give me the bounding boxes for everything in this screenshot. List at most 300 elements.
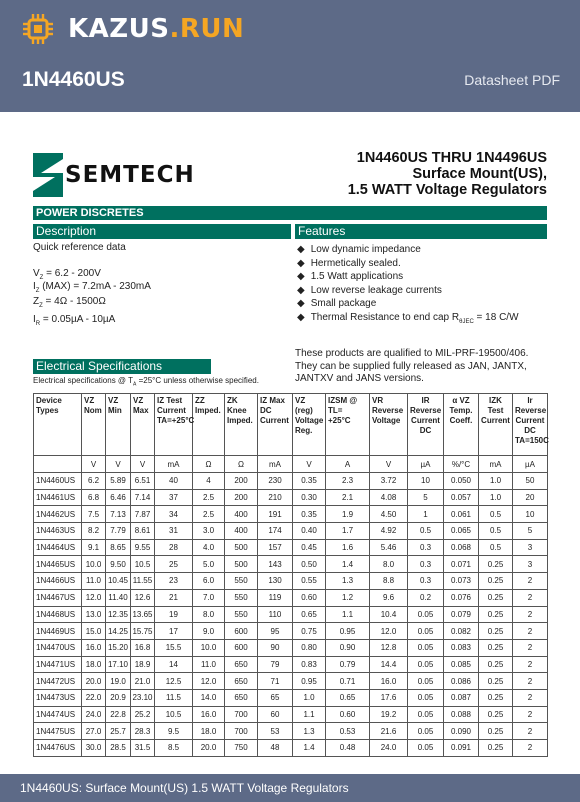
table-row (34, 639, 548, 656)
table-cell: 0.95 (326, 623, 370, 640)
table-cell: 3.72 (370, 473, 408, 490)
table-cell: 500 (225, 539, 258, 556)
table-cell: 2.1 (326, 489, 370, 506)
table-cell: 0.30 (293, 489, 326, 506)
table-cell: 0.3 (408, 556, 444, 573)
column-header: IZSM @ TL= +25°C (326, 394, 370, 456)
table-cell: 31 (155, 523, 193, 540)
table-header-row (34, 394, 548, 456)
table-cell: 2 (513, 656, 548, 673)
table-cell: %/°C (444, 456, 479, 473)
table-row (34, 656, 548, 673)
table-cell: 16.0 (82, 639, 106, 656)
table-cell: 28 (155, 539, 193, 556)
brand-dot: . (169, 14, 180, 44)
table-cell: 14 (155, 656, 193, 673)
table-cell: 53 (258, 723, 293, 740)
table-cell: 50 (513, 473, 548, 490)
column-header: ZK Knee Imped. (225, 394, 258, 456)
table-cell: 15.5 (155, 639, 193, 656)
table-cell: 16.0 (193, 706, 225, 723)
table-cell: 0.35 (293, 506, 326, 523)
table-cell: 0.79 (326, 656, 370, 673)
table-cell: 2 (513, 740, 548, 757)
table-cell: 1.1 (326, 606, 370, 623)
table-cell: 9.0 (193, 623, 225, 640)
table-cell: 3.0 (193, 523, 225, 540)
table-cell: 1N4475US (34, 723, 82, 740)
column-header: VR Reverse Voltage (370, 394, 408, 456)
table-cell: 5 (408, 489, 444, 506)
table-cell: 0.05 (408, 723, 444, 740)
table-cell: 14.25 (106, 623, 131, 640)
table-cell: 1.2 (326, 589, 370, 606)
electrical-specs-note: Electrical specifications @ $T_A =25^\circ C$ unless otherwise specified. (33, 376, 259, 388)
table-cell: 0.40 (293, 523, 326, 540)
table-cell: 11.40 (106, 589, 131, 606)
table-cell: 22.8 (106, 706, 131, 723)
table-cell: 3 (513, 539, 548, 556)
table-row (34, 506, 548, 523)
table-cell: 12.8 (370, 639, 408, 656)
table-cell: 0.25 (479, 740, 513, 757)
table-cell: 6.0 (193, 573, 225, 590)
table-cell: 1.9 (326, 506, 370, 523)
table-cell: 0.3 (408, 573, 444, 590)
table-cell: 12.0 (82, 589, 106, 606)
brand-main: KAZUS (68, 14, 170, 44)
table-row (34, 723, 548, 740)
table-cell: 10.0 (82, 556, 106, 573)
electrical-specs-heading: Electrical Specifications (33, 359, 211, 374)
chip-icon (22, 13, 54, 45)
table-cell: A (326, 456, 370, 473)
table-cell: 10.0 (193, 639, 225, 656)
column-header: IZK Test Current (479, 394, 513, 456)
table-cell: 1N4462US (34, 506, 82, 523)
spec-ir: $I_R = 0.05\mu A - 10\mu A$ (33, 314, 116, 327)
column-header: α VZ Temp. Coeff. (444, 394, 479, 456)
table-cell: 130 (258, 573, 293, 590)
table-cell: 2 (513, 723, 548, 740)
table-cell: 550 (225, 589, 258, 606)
table-cell: 0.085 (444, 656, 479, 673)
table-cell: 20.9 (106, 689, 131, 706)
table-cell: 200 (225, 473, 258, 490)
table-cell: 24.0 (370, 740, 408, 757)
table-cell: 7.79 (106, 523, 131, 540)
spec-iz: $I_Z$ (MAX) = 7.2mA - 230mA (33, 281, 151, 294)
table-cell: 600 (225, 639, 258, 656)
table-cell: 16.8 (131, 639, 155, 656)
table-cell: 48 (258, 740, 293, 757)
table-cell: 750 (225, 740, 258, 757)
table-cell: 10.5 (155, 706, 193, 723)
table-cell: 1.0 (479, 473, 513, 490)
table-cell: 6.51 (131, 473, 155, 490)
semtech-logo (33, 153, 195, 197)
table-row (34, 673, 548, 690)
table-cell: 0.05 (408, 706, 444, 723)
table-cell: 0.25 (479, 589, 513, 606)
table-cell: 1.3 (293, 723, 326, 740)
table-cell: 700 (225, 706, 258, 723)
table-cell: 13.65 (131, 606, 155, 623)
table-cell: 9.1 (82, 539, 106, 556)
table-cell: 25 (155, 556, 193, 573)
title-line-3: 1.5 WATT Voltage Regulators (347, 182, 547, 198)
table-cell: 0.45 (293, 539, 326, 556)
table-cell: 1 (408, 506, 444, 523)
table-cell: 8.5 (155, 740, 193, 757)
table-cell: 0.3 (408, 539, 444, 556)
table-cell: 0.090 (444, 723, 479, 740)
table-cell: 174 (258, 523, 293, 540)
table-cell: 0.05 (408, 623, 444, 640)
table-cell: 0.5 (479, 506, 513, 523)
table-cell: 0.95 (293, 673, 326, 690)
table-cell: 10.45 (106, 573, 131, 590)
column-header: Device Types (34, 394, 82, 456)
table-row (34, 473, 548, 490)
table-cell: 1N4473US (34, 689, 82, 706)
table-cell: 12.5 (155, 673, 193, 690)
table-cell: 1N4460US (34, 473, 82, 490)
table-cell: 12.0 (370, 623, 408, 640)
doc-type-label: Datasheet PDF (464, 72, 560, 88)
table-cell: 1.7 (326, 523, 370, 540)
table-cell: V (131, 456, 155, 473)
table-cell: 5.89 (106, 473, 131, 490)
table-cell: 0.065 (444, 523, 479, 540)
table-cell: 119 (258, 589, 293, 606)
doc-heading (348, 150, 547, 198)
table-cell: 11.55 (131, 573, 155, 590)
table-cell: 0.25 (479, 673, 513, 690)
table-cell: 0.25 (479, 723, 513, 740)
table-cell: 200 (225, 489, 258, 506)
table-cell: 0.53 (326, 723, 370, 740)
electrical-specs-table (33, 393, 548, 757)
table-cell: 0.05 (408, 656, 444, 673)
table-cell: 0.05 (408, 689, 444, 706)
column-header: IR Reverse Current DC (408, 394, 444, 456)
table-cell: 700 (225, 723, 258, 740)
quick-reference-label: Quick reference data (33, 242, 126, 253)
table-cell: 650 (225, 673, 258, 690)
table-row (34, 589, 548, 606)
table-cell: 22.0 (82, 689, 106, 706)
table-cell: 1N4469US (34, 623, 82, 640)
table-row (34, 556, 548, 573)
table-cell: 0.061 (444, 506, 479, 523)
table-cell: 0.25 (479, 623, 513, 640)
table-cell: 1N4468US (34, 606, 82, 623)
table-cell: 11.5 (155, 689, 193, 706)
table-cell: 1.4 (326, 556, 370, 573)
table-cell: 1.4 (293, 740, 326, 757)
table-cell: 0.05 (408, 606, 444, 623)
table-cell: 27.0 (82, 723, 106, 740)
table-cell: 2 (513, 673, 548, 690)
table-cell: 0.087 (444, 689, 479, 706)
table-cell: 500 (225, 556, 258, 573)
table-cell: 4.0 (193, 539, 225, 556)
table-cell: 0.083 (444, 639, 479, 656)
table-cell: 0.079 (444, 606, 479, 623)
table-cell: 20.0 (82, 673, 106, 690)
feature-item: ◆ Low dynamic impedance (297, 243, 519, 257)
table-cell: V (370, 456, 408, 473)
table-row (34, 689, 548, 706)
table-cell: 10 (513, 506, 548, 523)
table-body (34, 456, 548, 757)
table-cell: 1N4463US (34, 523, 82, 540)
table-cell: 2 (513, 606, 548, 623)
table-cell: 9.55 (131, 539, 155, 556)
table-cell: V (82, 456, 106, 473)
table-cell: 0.073 (444, 573, 479, 590)
table-cell: 400 (225, 523, 258, 540)
table-cell (34, 456, 82, 473)
table-cell: 6.46 (106, 489, 131, 506)
table-row (34, 706, 548, 723)
table-row (34, 573, 548, 590)
table-cell: 1N4465US (34, 556, 82, 573)
feature-item: ◆ 1.5 Watt applications (297, 270, 519, 284)
table-cell: 8.65 (106, 539, 131, 556)
table-cell: 550 (225, 606, 258, 623)
column-header: VZ Max (131, 394, 155, 456)
table-cell: 0.050 (444, 473, 479, 490)
table-cell: mA (155, 456, 193, 473)
table-cell: 0.60 (326, 706, 370, 723)
table-cell: 0.25 (479, 689, 513, 706)
table-cell: V (293, 456, 326, 473)
table-cell: 2.3 (326, 473, 370, 490)
table-cell: 37 (155, 489, 193, 506)
table-cell: 8.0 (370, 556, 408, 573)
qualification-note: These products are qualified to MIL-PRF-19500/406. They can be supplied fully released as JAN, JANTX, JANTXV and JANS versions. (295, 348, 529, 384)
table-cell: 1N4472US (34, 673, 82, 690)
table-row (34, 489, 548, 506)
table-cell: 650 (225, 689, 258, 706)
table-cell: 11.0 (82, 573, 106, 590)
table-cell: 95 (258, 623, 293, 640)
table-cell: 7.5 (82, 506, 106, 523)
table-cell: 7.14 (131, 489, 155, 506)
feature-item: ◆ Small package (297, 297, 519, 311)
table-cell: 12.0 (193, 673, 225, 690)
table-cell: 1.0 (479, 489, 513, 506)
table-cell: 24.0 (82, 706, 106, 723)
table-cell: 2.5 (193, 506, 225, 523)
table-cell: 0.60 (293, 589, 326, 606)
semtech-s-icon (33, 153, 63, 197)
table-cell: 79 (258, 656, 293, 673)
title-line-1: 1N4460US THRU 1N4496US (356, 150, 547, 166)
site-header (0, 0, 580, 112)
table-cell: 210 (258, 489, 293, 506)
table-cell: 4.50 (370, 506, 408, 523)
table-cell: 20.0 (193, 740, 225, 757)
table-cell: 11.0 (193, 656, 225, 673)
table-row (34, 523, 548, 540)
table-cell: 10.5 (131, 556, 155, 573)
table-units-row (34, 456, 548, 473)
title-line-2: Surface Mount(US), (412, 166, 547, 182)
table-cell: 1N4467US (34, 589, 82, 606)
table-cell: 0.086 (444, 673, 479, 690)
table-row (34, 623, 548, 640)
table-cell: 1N4461US (34, 489, 82, 506)
table-cell: 21 (155, 589, 193, 606)
column-header: VZ Nom (82, 394, 106, 456)
table-cell: 5.46 (370, 539, 408, 556)
table-cell: 1N4464US (34, 539, 82, 556)
table-row (34, 606, 548, 623)
table-cell: 230 (258, 473, 293, 490)
table-cell: 0.25 (479, 606, 513, 623)
table-cell: 4.92 (370, 523, 408, 540)
table-cell: 7.13 (106, 506, 131, 523)
table-cell: 1N4471US (34, 656, 82, 673)
table-cell: 9.50 (106, 556, 131, 573)
table-cell: 9.5 (155, 723, 193, 740)
table-cell: 2 (513, 623, 548, 640)
table-cell: 157 (258, 539, 293, 556)
column-header: VZ (reg) Voltage Reg. (293, 394, 326, 456)
feature-item: ◆ Hermetically sealed. (297, 257, 519, 271)
table-cell: 2 (513, 706, 548, 723)
table-cell: 1N4476US (34, 740, 82, 757)
table-cell: 110 (258, 606, 293, 623)
column-header: Ir Reverse Current DC TA=150C (513, 394, 548, 456)
table-cell: 0.35 (293, 473, 326, 490)
table-cell: 550 (225, 573, 258, 590)
table-cell: 0.90 (326, 639, 370, 656)
site-logo[interactable] (22, 13, 244, 45)
table-cell: mA (479, 456, 513, 473)
table-cell: 0.71 (326, 673, 370, 690)
table-cell: 0.05 (408, 740, 444, 757)
table-cell: 9.6 (370, 589, 408, 606)
table-cell: 8.2 (82, 523, 106, 540)
table-cell: 12.35 (106, 606, 131, 623)
feature-item-thermal: ◆ Thermal Resistance to end cap $R_{\theta JEC} = 18$ C/W (297, 311, 519, 325)
table-cell: 0.25 (479, 656, 513, 673)
table-cell: 0.076 (444, 589, 479, 606)
table-cell: 19.0 (106, 673, 131, 690)
table-cell: 21.6 (370, 723, 408, 740)
table-cell: 0.082 (444, 623, 479, 640)
table-cell: 34 (155, 506, 193, 523)
table-cell: 0.088 (444, 706, 479, 723)
table-cell: 5 (513, 523, 548, 540)
table-cell: mA (258, 456, 293, 473)
table-cell: 400 (225, 506, 258, 523)
table-cell: 65 (258, 689, 293, 706)
table-cell: 0.2 (408, 589, 444, 606)
table-cell: 6.2 (82, 473, 106, 490)
table-cell: 15.75 (131, 623, 155, 640)
table-cell: 90 (258, 639, 293, 656)
table-cell: 14.0 (193, 689, 225, 706)
table-cell: µA (513, 456, 548, 473)
table-cell: 12.6 (131, 589, 155, 606)
table-cell: 0.057 (444, 489, 479, 506)
table-cell: 0.75 (293, 623, 326, 640)
table-cell: 2 (513, 589, 548, 606)
table-cell: 17.6 (370, 689, 408, 706)
table-cell: 18.0 (82, 656, 106, 673)
table-cell: 4 (193, 473, 225, 490)
column-header: IZ Max DC Current (258, 394, 293, 456)
table-cell: 0.83 (293, 656, 326, 673)
table-cell: 1N4474US (34, 706, 82, 723)
table-cell: 20 (513, 489, 548, 506)
table-cell: 5.0 (193, 556, 225, 573)
category-band: POWER DISCRETES (33, 206, 547, 220)
table-cell: 3 (513, 556, 548, 573)
table-cell: 30.0 (82, 740, 106, 757)
table-cell: 60 (258, 706, 293, 723)
table-cell: 0.65 (293, 606, 326, 623)
table-cell: 0.55 (293, 573, 326, 590)
site-brand (68, 14, 244, 44)
feature-item: ◆ Low reverse leakage currents (297, 284, 519, 298)
table-cell: 8.8 (370, 573, 408, 590)
table-cell: 15.20 (106, 639, 131, 656)
spec-zz: $Z_Z = 4\Omega - 1500\Omega$ (33, 296, 106, 309)
table-cell: 23 (155, 573, 193, 590)
table-cell: 650 (225, 656, 258, 673)
table-cell: 0.48 (326, 740, 370, 757)
table-cell: 4.08 (370, 489, 408, 506)
table-cell: Ω (225, 456, 258, 473)
description-heading: Description (33, 224, 291, 239)
table-cell: 7.87 (131, 506, 155, 523)
table-cell: 2.5 (193, 489, 225, 506)
table-cell: 28.3 (131, 723, 155, 740)
table-cell: 0.25 (479, 573, 513, 590)
table-cell: 0.65 (326, 689, 370, 706)
table-cell: 19 (155, 606, 193, 623)
table-cell: 0.5 (408, 523, 444, 540)
table-cell: 16.0 (370, 673, 408, 690)
table-cell: 0.068 (444, 539, 479, 556)
table-cell: 8.61 (131, 523, 155, 540)
table-cell: 0.05 (408, 639, 444, 656)
table-cell: 10 (408, 473, 444, 490)
table-cell: 0.5 (479, 539, 513, 556)
table-cell: 2 (513, 573, 548, 590)
table-cell: 1.6 (326, 539, 370, 556)
table-cell: 15.0 (82, 623, 106, 640)
spec-vz: $V_Z = 6.2 - 200V$ (33, 268, 101, 281)
table-cell: 0.091 (444, 740, 479, 757)
features-list (297, 243, 519, 324)
table-cell: 1N4470US (34, 639, 82, 656)
table-cell: 1.3 (326, 573, 370, 590)
table-cell: V (106, 456, 131, 473)
page-title: 1N4460US (22, 68, 125, 91)
features-heading: Features (295, 224, 547, 239)
table-cell: 40 (155, 473, 193, 490)
table-cell: 19.2 (370, 706, 408, 723)
table-row (34, 539, 548, 556)
table-cell: 0.071 (444, 556, 479, 573)
